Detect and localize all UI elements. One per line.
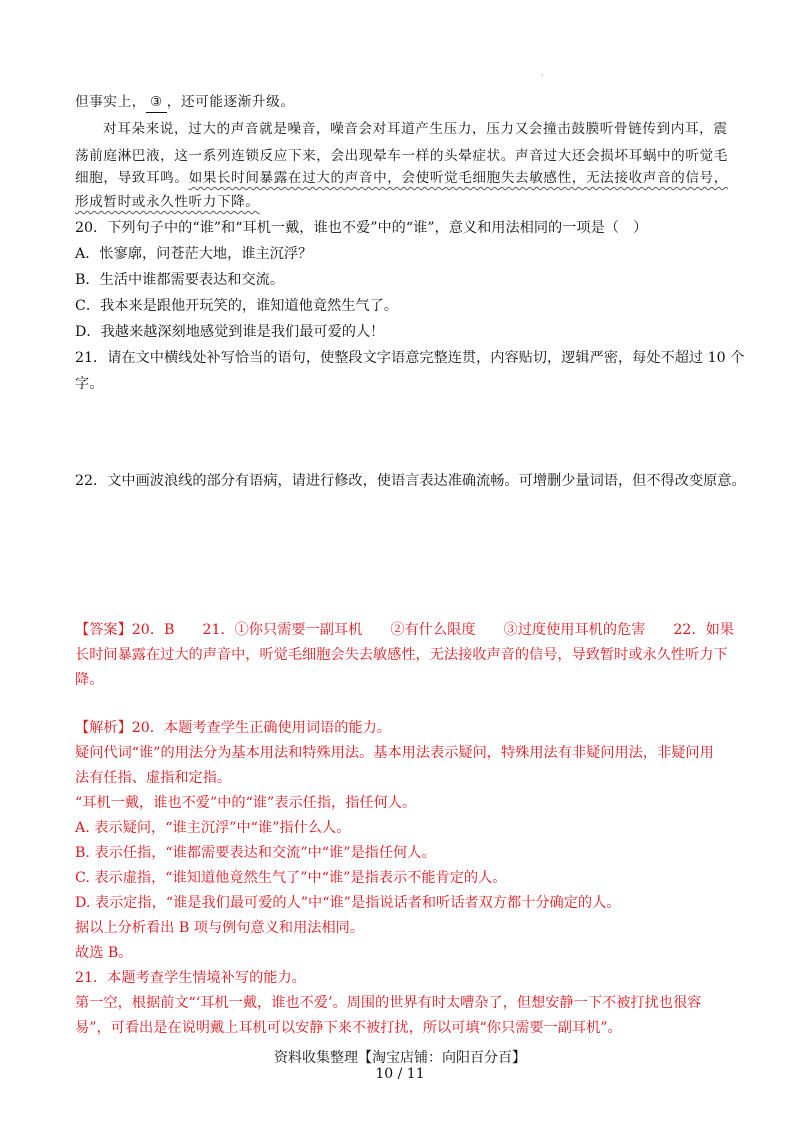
answer-line-1 <box>75 620 734 640</box>
analysis-line-3: 法有任指、虚指和定指。 <box>75 770 232 786</box>
answer-21-2: ②有什么限度 <box>390 622 476 638</box>
wavy-underlined-text: 形成暂时或永久性听力下降。 <box>75 194 260 210</box>
answer-20: 20．B <box>131 622 175 638</box>
passage-line-3: 荡前庭淋巴液，这一系列连锁反应下来，会出现晕车一样的头晕症状。声音过大还会损坏耳蜗中的听觉毛 <box>75 148 728 164</box>
footer-source: 资料收集整理【淘宝店铺：向阳百分百】 <box>274 1050 526 1066</box>
analysis-line-13: 易”，可看出是在说明戴上耳机可以安静下来不被打扰，所以可填“你只需要一副耳机”。 <box>75 1020 622 1036</box>
passage-text: 但事实上， <box>75 94 146 110</box>
passage-line-4 <box>75 168 728 188</box>
analysis-line-12: 第一空，根据前文“‘耳机一戴，谁也不爱’。周围的世界有时太嘈杂了，但想安静一下不被打扰也很容 <box>75 995 702 1011</box>
answer-22: 22．如果 <box>673 622 735 638</box>
wavy-underlined-text: 如果长时间暴露在过大的声音中，会使听觉毛细胞失去敏感性，无法接收声音的信号， <box>188 170 728 186</box>
option-c: C．我本来是跟他开玩笑的，谁知道他竟然生气了。 <box>75 298 398 314</box>
passage-line-1 <box>75 92 295 113</box>
analysis-line-1: 【解析】20．本题考查学生正确使用词语的能力。 <box>75 720 391 736</box>
option-a: A．怅寥廓，问苍茫大地，谁主沉浮？ <box>75 246 313 262</box>
question-21: 21．请在文中横线处补写恰当的语句，使整段文字语意完整连贯，内容贴切，逻辑严密，每处不超过 10 个 <box>75 350 745 366</box>
blank-3: ③ <box>146 92 167 113</box>
answer-21-1: 21．①你只需要一副耳机 <box>202 622 363 638</box>
option-b: B．生活中谁都需要表达和交流。 <box>75 272 285 288</box>
analysis-line-7: C. 表示虚指，“谁知道他竟然生气了”中“谁”是指表示不能肯定的人。 <box>75 870 507 886</box>
analysis-line-10: 故选 B。 <box>75 945 133 961</box>
passage-text: 细胞，导致耳鸣。 <box>75 170 189 186</box>
passage-line-5 <box>75 192 260 212</box>
analysis-line-9: 据以上分析看出 B 项与例句意义和用法相同。 <box>75 920 365 936</box>
page-number: 10 / 11 <box>375 1066 425 1082</box>
passage-line-2: 对耳朵来说，过大的声音就是噪音，噪音会对耳道产生压力，压力又会撞击鼓膜听骨链传到内耳，震 <box>103 121 728 137</box>
answer-line-3: 降。 <box>75 672 104 688</box>
analysis-line-4: “耳机一戴，谁也不爱”中的“谁”表示任指，指任何人。 <box>75 795 417 811</box>
answer-line-2: 长时间暴露在过大的声音中，听觉毛细胞会失去敏感性，无法接收声音的信号，导致暂时或永久性听力下 <box>75 647 728 663</box>
analysis-line-11: 21．本题考查学生情境补写的能力。 <box>75 970 306 986</box>
question-20: 20．下列句子中的“谁”和“耳机一戴，谁也不爱”中的“谁”，意义和用法相同的一项是（ ） <box>75 220 648 236</box>
analysis-line-6: B. 表示任指，“谁都需要表达和交流”中“谁”是指任何人。 <box>75 845 436 861</box>
passage-text: ，还可能逐渐升级。 <box>166 94 295 110</box>
question-21-cont: 字。 <box>75 376 104 392</box>
analysis-line-8: D. 表示定指，“谁是我们最可爱的人”中“谁”是指说话者和听话者双方都十分确定的人。 <box>75 895 621 911</box>
scan-dot: · <box>541 71 544 80</box>
answer-tag: 【答案】 <box>75 622 132 638</box>
option-d: D．我越来越深刻地感觉到谁是我们最可爱的人！ <box>75 324 385 340</box>
question-22: 22．文中画波浪线的部分有语病，请进行修改，使语言表达准确流畅。可增删少量词语，但不得改变原意。 <box>75 473 746 489</box>
answer-21-3: ③过度使用耳机的危害 <box>503 622 646 638</box>
analysis-line-5: A. 表示疑问，“谁主沉浮”中“谁”指什么人。 <box>75 820 351 836</box>
analysis-line-2: 疑问代词“谁”的用法分为基本用法和特殊用法。基本用法表示疑问，特殊用法有非疑问用法，非疑问用 <box>75 745 714 761</box>
